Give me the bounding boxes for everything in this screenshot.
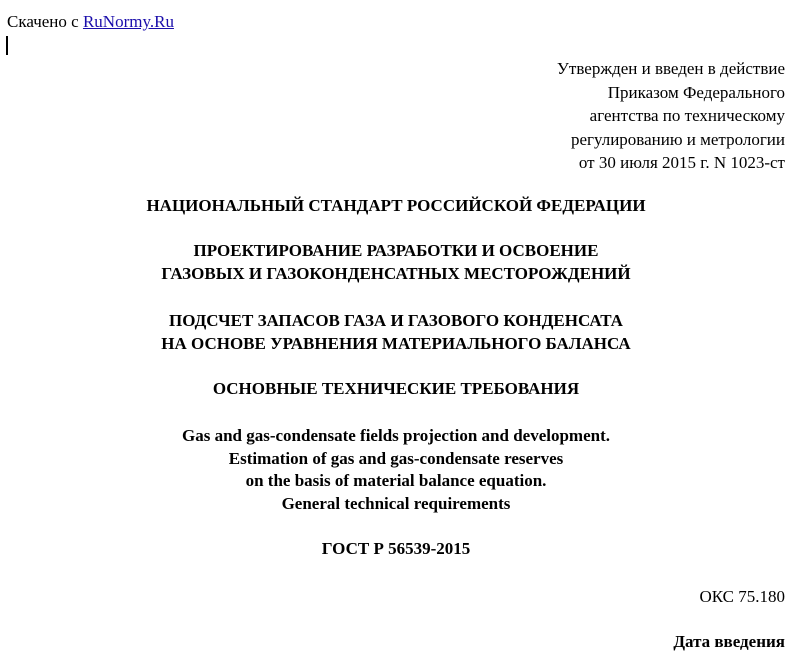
text-cursor [6,36,8,55]
standard-title-line: ГАЗОВЫХ И ГАЗОКОНДЕНСАТНЫХ МЕСТОРОЖДЕНИЙ [161,263,631,283]
approval-line: от 30 июля 2015 г. N 1023-ст [578,153,785,172]
standard-title-line: ПРОЕКТИРОВАНИЕ РАЗРАБОТКИ И ОСВОЕНИЕ [193,241,599,260]
english-title-line: on the basis of material balance equation. [245,471,547,490]
gost-number: ГОСТ Р 56539-2015 [321,539,471,558]
english-title [0,425,792,515]
requirements-heading [0,378,792,401]
approval-block [557,57,785,175]
standard-subtitle [0,310,792,355]
download-source-line [7,11,174,33]
english-title-line: Estimation of gas and gas-condensate reserves [228,448,564,468]
okc-code: ОКС 75.180 [699,587,785,606]
standard-subtitle-line: НА ОСНОВЕ УРАВНЕНИЯ МАТЕРИАЛЬНОГО БАЛАНСА [161,333,631,353]
approval-line: Утвержден и введен в действие [556,59,785,78]
source-link[interactable]: RuNormy.Ru [82,12,174,31]
requirements-title: ОСНОВНЫЕ ТЕХНИЧЕСКИЕ ТРЕБОВАНИЯ [212,379,580,398]
download-prefix: Скачено с [7,12,83,31]
approval-line: агентства по техническому [589,106,785,125]
english-title-line: General technical requirements [281,493,511,513]
english-title-line: Gas and gas-condensate fields projection and development. [181,426,610,445]
approval-line: Приказом Федерального [607,82,785,102]
national-standard-title: НАЦИОНАЛЬНЫЙ СТАНДАРТ РОССИЙСКОЙ ФЕДЕРАЦИИ [146,196,646,215]
standard-subtitle-line: ПОДСЧЕТ ЗАПАСОВ ГАЗА И ГАЗОВОГО КОНДЕНСАТА [169,311,623,330]
gost-number-block [0,538,792,561]
approval-line: регулированию и метрологии [570,129,785,149]
date-introduction-label: Дата введения [673,632,785,651]
national-standard-heading [0,195,792,218]
standard-title [0,240,792,285]
